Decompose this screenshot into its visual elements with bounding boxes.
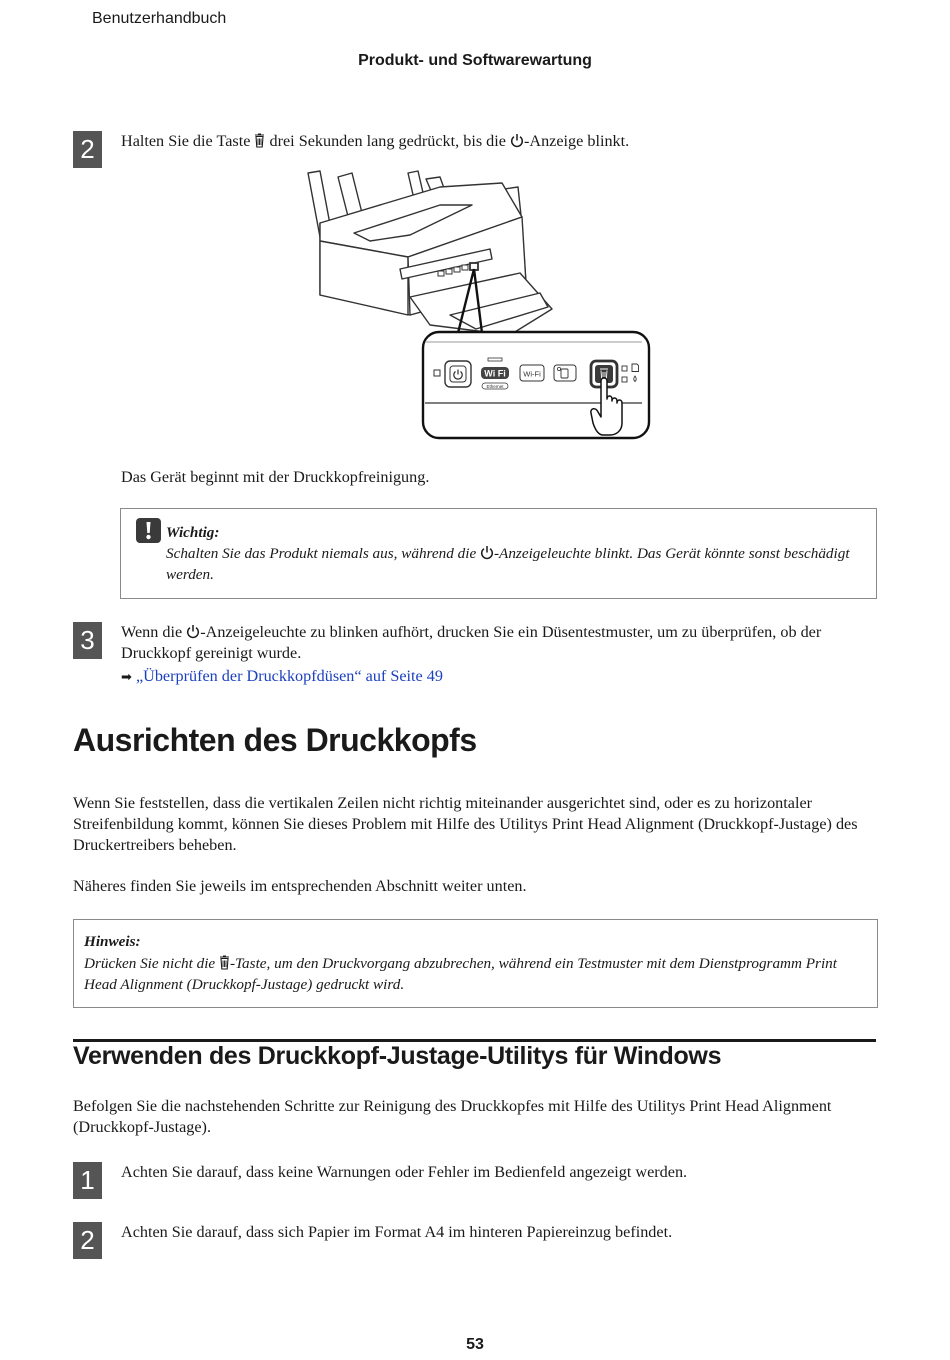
step-number-3: 3 bbox=[73, 622, 102, 659]
result-text: Das Gerät beginnt mit der Druckkopfreinigung. bbox=[121, 468, 430, 486]
trash-icon bbox=[254, 133, 265, 148]
win-step-1-text: Achten Sie darauf, dass keine Warnungen oder Fehler im Bedienfeld angezeigt werden. bbox=[121, 1163, 688, 1181]
details-paragraph: Näheres finden Sie jeweils im entsprechenden Abschnitt weiter unten. bbox=[73, 877, 527, 895]
running-title: Benutzerhandbuch bbox=[92, 10, 227, 27]
note-text-after: -Taste, um den Druckvorgang abzubrechen, während ein Testmuster mit dem Dienstprogramm Print Head Alignment (Druckkopf-Justage) gedruckt wird. bbox=[84, 955, 837, 993]
arrow-right-icon: ➡ bbox=[121, 669, 132, 684]
step-3-text-after: -Anzeigeleuchte zu blinken aufhört, drucken Sie ein Düsentestmuster, um zu überprüfen, ob der Druckkopf gereinigt wurde. bbox=[121, 623, 822, 662]
power-icon bbox=[186, 624, 200, 639]
power-icon bbox=[510, 133, 524, 148]
step-3-text-before: Wenn die bbox=[121, 623, 187, 641]
important-icon bbox=[136, 518, 161, 543]
important-text-after: -Anzeigeleuchte blinkt. Das Gerät könnte sonst beschädigt werden. bbox=[166, 545, 850, 583]
win-step-number-2: 2 bbox=[73, 1222, 102, 1259]
heading-ausrichten: Ausrichten des Druckkopfs bbox=[73, 722, 477, 758]
step-3-text bbox=[121, 622, 879, 664]
wifi-button: Wi-Fi bbox=[523, 369, 541, 379]
page-number: 53 bbox=[466, 1336, 484, 1353]
wifi-badge: Wi Fi bbox=[484, 368, 506, 379]
power-icon bbox=[480, 545, 494, 560]
win-step-2-text: Achten Sie darauf, dass sich Papier im Format A4 im hinteren Papiereinzug befindet. bbox=[121, 1223, 673, 1241]
cross-reference-link[interactable]: „Überprüfen der Druckkopfdüsen“ auf Seite 49 bbox=[135, 667, 443, 685]
note-text bbox=[84, 953, 870, 995]
heading-windows-utility: Verwenden des Druckkopf-Justage-Utilitys für Windows bbox=[73, 1042, 722, 1070]
step-2-text-after: -Anzeige blinkt. bbox=[524, 132, 630, 150]
step-2-text bbox=[121, 131, 881, 152]
printer-illustration bbox=[290, 165, 660, 445]
step-2-text-before: Halten Sie die Taste bbox=[121, 132, 255, 150]
ethernet-label: Ethernet bbox=[486, 384, 504, 389]
step-2-text-middle: drei Sekunden lang gedrückt, bis die bbox=[265, 132, 510, 150]
important-text bbox=[166, 543, 866, 585]
note-text-before: Drücken Sie nicht die bbox=[84, 955, 219, 972]
trash-icon bbox=[219, 955, 230, 970]
win-step-number-1: 1 bbox=[73, 1162, 102, 1199]
intro-paragraph: Wenn Sie feststellen, dass die vertikalen Zeilen nicht richtig miteinander ausgerichtet sind, oder es zu horizontaler Streifenbildung kommt, können Sie dieses Problem mit Hilfe des Utilitys Print Head Alignment (Druckkopf-Justage) des Druckertreibers beheben. bbox=[73, 794, 858, 854]
important-text-before: Schalten Sie das Produkt niemals aus, während die bbox=[166, 545, 480, 562]
steps-intro-paragraph: Befolgen Sie die nachstehenden Schritte zur Reinigung des Druckkopfes mit Hilfe des Utilitys Print Head Alignment (Druckkopf-Justage). bbox=[73, 1097, 832, 1136]
section-header: Produkt- und Softwarewartung bbox=[358, 52, 592, 69]
cross-reference[interactable] bbox=[121, 666, 443, 687]
step-number-2: 2 bbox=[73, 131, 102, 168]
important-title: Wichtig: bbox=[166, 524, 220, 541]
note-title: Hinweis: bbox=[84, 933, 141, 950]
